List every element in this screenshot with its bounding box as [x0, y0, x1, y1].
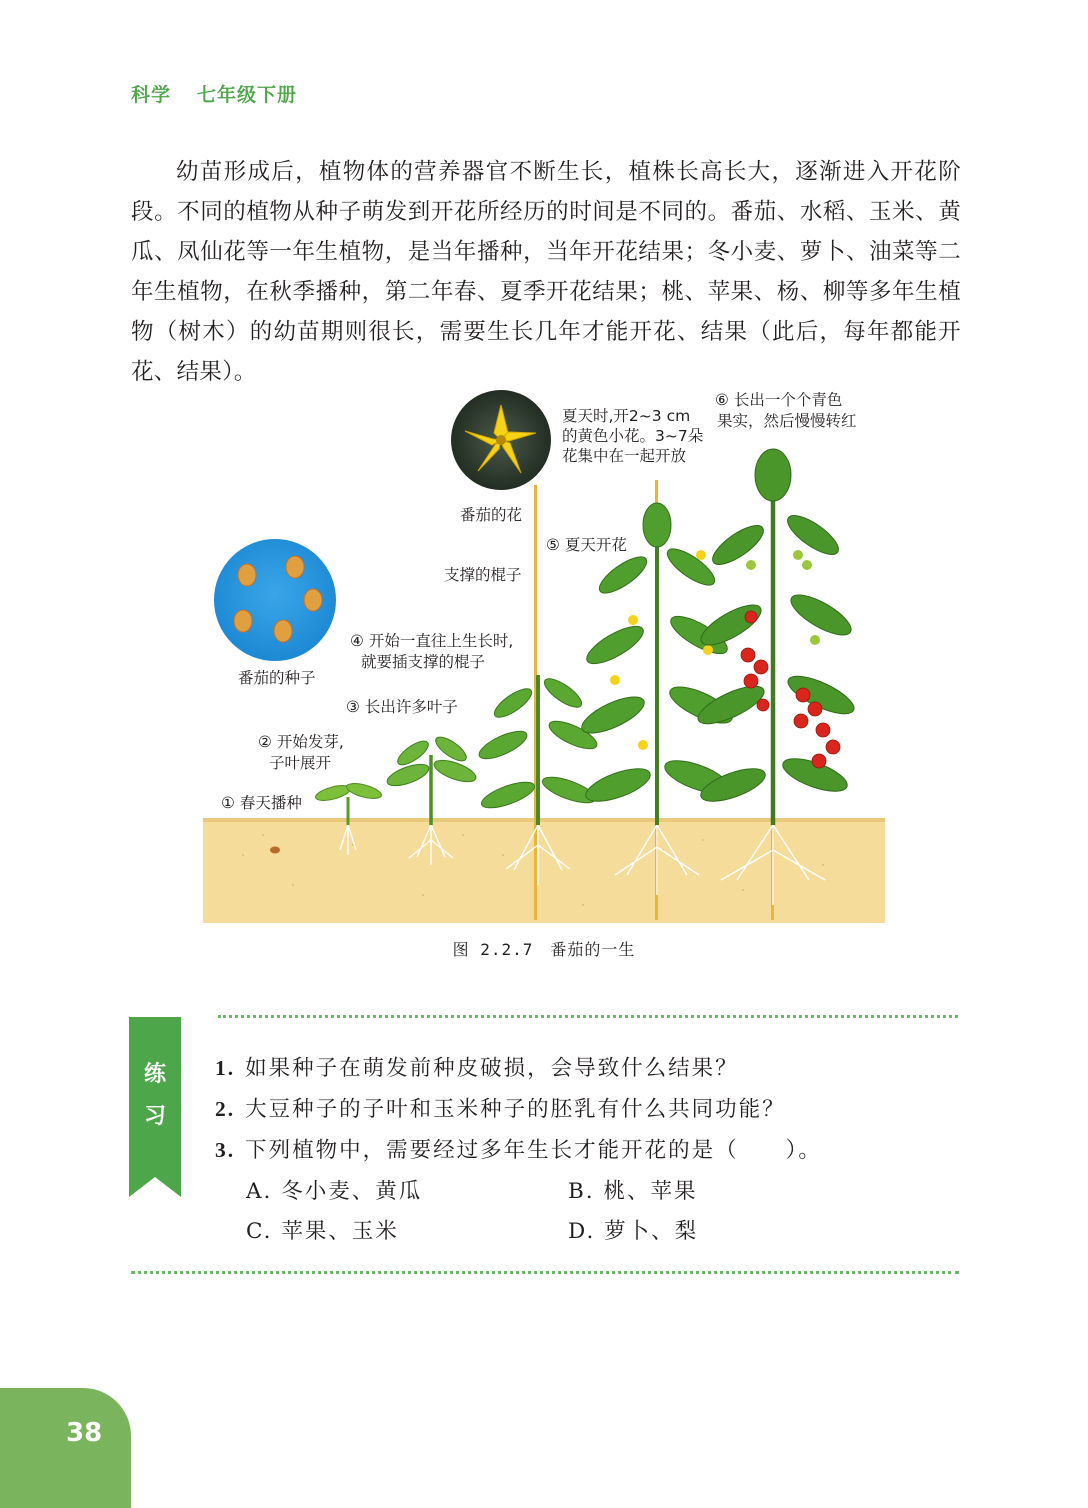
header-grade: 七年级下册 [197, 84, 298, 106]
tomato-illustration [203, 385, 885, 925]
stage5-label: ⑤ 夏天开花 [546, 536, 627, 554]
page-header [131, 80, 323, 107]
question-number: 3. [215, 1138, 236, 1162]
page-number-tab [0, 1388, 131, 1508]
body-paragraph: 幼苗形成后，植物体的营养器官不断生长，植株长高长大，逐渐进入开花阶段。不同的植物从种子萌发到开花所经历的时间是不同的。番茄、水稻、玉米、黄瓜、凤仙花等一年生植物，是当年播种，当年开花结果；冬小麦、萝卜、油菜等二年生植物，在秋季播种，第二年春、夏季开花结果；桃、苹果、杨、柳等多年生植物（树木）的幼苗期则很长，需要生长几年才能开花、结果（此后，每年都能开花、结果）。 [131, 159, 961, 385]
option-d: D. 萝卜、梨 [568, 1219, 699, 1244]
figure-caption: 图 2.2.7 番茄的一生 [452, 940, 636, 959]
sown-seed [270, 847, 280, 854]
stage1-label: ① 春天播种 [221, 794, 302, 812]
stage4-label-line1: ④ 开始一直往上生长时, [350, 632, 514, 650]
exercise-tab-char1: 练 [143, 1062, 166, 1087]
header-subject: 科学 [131, 84, 172, 106]
option-c: C. 苹果、玉米 [246, 1219, 399, 1244]
stage4-label-line2: 就要插支撑的棍子 [361, 653, 486, 671]
question-number: 1. [215, 1056, 236, 1080]
stage2-label-line2: 子叶展开 [269, 754, 332, 772]
divider-top [218, 1015, 958, 1018]
question-2 [215, 1092, 786, 1123]
option-b: B. 桃、苹果 [568, 1179, 698, 1204]
flower-label: 番茄的花 [460, 506, 523, 524]
tomato-lifecycle-figure [203, 385, 885, 925]
stage6-label-line2: 果实，然后慢慢转红 [717, 412, 857, 430]
flower-desc-line2: 的黄色小花。3~7朵 [562, 427, 704, 445]
question-text: 大豆种子的子叶和玉米种子的胚乳有什么共同功能？ [245, 1097, 786, 1122]
divider-bottom [131, 1271, 959, 1274]
page-number: 38 [66, 1418, 103, 1448]
flower-desc-line1: 夏天时,开2~3 cm [562, 407, 691, 425]
stage3-label: ③ 长出许多叶子 [346, 698, 458, 716]
exercise-tab-char2: 习 [143, 1104, 166, 1129]
stick-label: 支撑的棍子 [444, 566, 522, 584]
question-text: 下列植物中，需要经过多年生长才能开花的是（ ）。 [245, 1138, 822, 1163]
option-a: A. 冬小麦、黄瓜 [246, 1179, 423, 1204]
exercise-tab [129, 1017, 181, 1197]
flower-desc-line3: 花集中在一起开放 [562, 447, 687, 465]
question-number: 2. [215, 1097, 236, 1121]
seed-label: 番茄的种子 [238, 669, 316, 687]
stage2-label-line1: ② 开始发芽, [258, 733, 344, 751]
question-text: 如果种子在萌发前种皮破损，会导致什么结果？ [245, 1056, 739, 1081]
question-1 [215, 1051, 739, 1082]
question-3 [215, 1133, 822, 1164]
stage6-label-line1: ⑥ 长出一个个青色 [715, 391, 843, 409]
